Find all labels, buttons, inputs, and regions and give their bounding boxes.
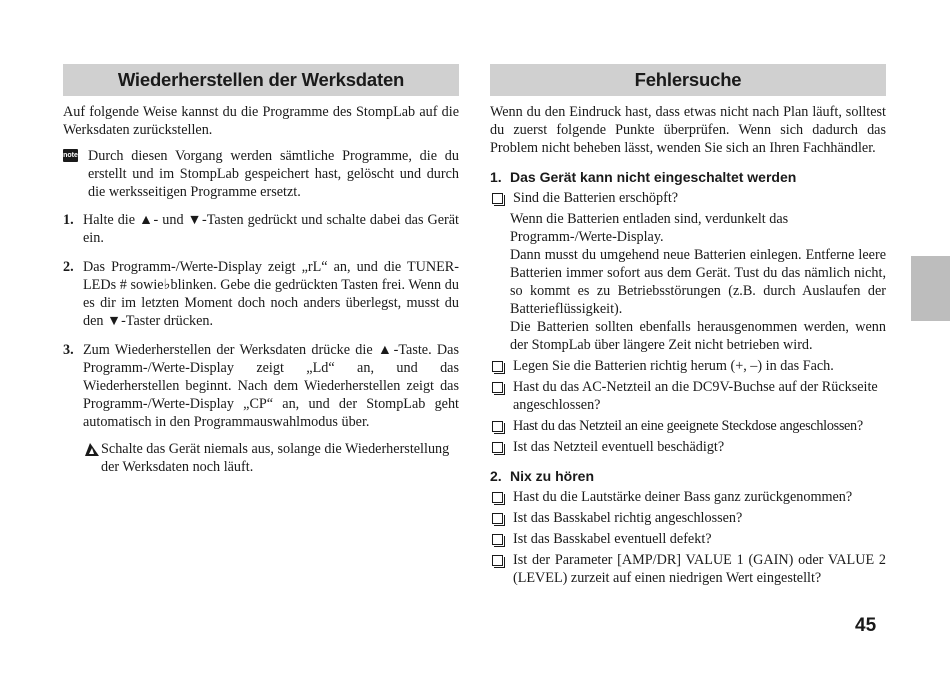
subsection-heading <box>490 467 886 485</box>
checklist-item <box>490 530 886 548</box>
checklist-text: Sind die Batterien erschöpft? <box>513 190 679 206</box>
checklist-text: Hast du die Lautstärke deiner Bass ganz zurückgenommen? <box>513 489 853 505</box>
checkbox-icon <box>492 421 503 432</box>
subsection-title: Das Gerät kann nicht eingeschaltet werden <box>510 169 797 185</box>
checklist-item <box>490 378 886 414</box>
step-number: 2. <box>63 259 74 275</box>
detail-text: Die Batterien sollten ebenfalls herausgenommen werden, wenn der StompLab über längere Zeit nicht betrieben wird. <box>510 319 886 353</box>
page-number: 45 <box>855 615 877 636</box>
page-edge-tab <box>911 256 950 321</box>
note-text: Durch diesen Vorgang werden sämtliche Programme, die du erstellt und im StompLab gespeichert hast, gelöscht und durch die werksseitigen Programme ersetzt. <box>88 148 459 200</box>
steps-list <box>63 211 459 431</box>
checklist-text: Hast du das AC-Netzteil an die DC9V-Buchse auf der Rückseite angeschlossen? <box>513 379 878 413</box>
step-number: 1. <box>63 212 74 228</box>
checkbox-icon <box>492 513 503 524</box>
checklist-item <box>490 509 886 527</box>
checklist-item <box>490 357 886 375</box>
checklist-text: Ist das Basskabel richtig angeschlossen? <box>513 510 743 526</box>
step-text: Zum Wiederherstellen der Werksdaten drücke die ▲-Taste. Das Programm-/Werte-Display zeigt „Ld“ an, und das Wiederherstellen beginnt. Nach dem Wiederherstellen zeigt das Programm-/Werte-Display „CP“ an, und der StompLab geht automatisch in den Programmauswahlmodus über. <box>83 342 459 430</box>
checklist-text: Legen Sie die Batterien richtig herum (+, –) in das Fach. <box>513 358 834 374</box>
checklist-item <box>490 189 886 207</box>
checklist-item <box>490 551 886 587</box>
warning-text: Schalte das Gerät niemals aus, solange die Wiederherstellung der Werksdaten noch läuft. <box>101 441 450 475</box>
subsection-number: 1. <box>490 169 502 185</box>
checkbox-icon <box>492 492 503 503</box>
checkbox-icon <box>492 442 503 453</box>
section-heading-troubleshooting: Fehlersuche <box>490 64 886 96</box>
caution-icon <box>83 442 101 457</box>
checklist-text: Ist das Netzteil eventuell beschädigt? <box>513 439 725 455</box>
step-number: 3. <box>63 342 74 358</box>
subsection-title: Nix zu hören <box>510 468 595 484</box>
checklist-text: Ist der Parameter [AMP/DR] VALUE 1 (GAIN) oder VALUE 2 (LEVEL) zurzeit auf einen niedrigen Wert eingestellt? <box>513 552 886 586</box>
subsection-number: 2. <box>490 468 502 484</box>
section-heading-factory-reset: Wiederherstellen der Werksdaten <box>63 64 459 96</box>
intro-text: Wenn du den Eindruck hast, dass etwas nicht nach Plan läuft, solltest du zuerst folgende Punkte überprüfen. Wenn sich dadurch das Problem nicht beheben lässt, wenden Sie sich an Ihren Fachhändler. <box>490 104 886 156</box>
checkbox-icon <box>492 534 503 545</box>
step-item <box>63 211 459 247</box>
checklist-item <box>490 488 886 506</box>
checkbox-icon <box>492 555 503 566</box>
step-item <box>63 258 459 330</box>
checkbox-icon <box>492 382 503 393</box>
left-column <box>63 64 459 476</box>
subsection-heading <box>490 168 886 186</box>
right-column <box>490 64 886 587</box>
note-icon: note <box>63 149 78 162</box>
step-text: Das Programm-/Werte-Display zeigt „rL“ an, und die TUNER-LEDs # sowie♭blinken. Gebe die gedrückten Tasten frei. Wenn du es dir im letzten Moment doch noch anders überlegst, musst du den ▼-Taster drücken. <box>83 259 459 329</box>
checklist-text: Ist das Basskabel eventuell defekt? <box>513 531 712 547</box>
detail-text: Dann musst du umgehend neue Batterien einlegen. Entferne leere Batterien immer sofort aus dem Gerät. Tust du das nämlich nicht, so kommt es zu Betriebsstörungen (z.B. durch Auslaufen der Batterieflüssigkeit). <box>510 247 886 317</box>
checkbox-icon <box>492 193 503 204</box>
step-text: Halte die ▲- und ▼-Tasten gedrückt und schalte dabei das Gerät ein. <box>83 212 459 246</box>
intro-text: Auf folgende Weise kannst du die Programme des StompLab auf die Werksdaten zurückstellen. <box>63 104 459 138</box>
checklist-item <box>490 417 886 435</box>
checklist-item <box>490 438 886 456</box>
note-block <box>63 147 459 201</box>
checkbox-icon <box>492 361 503 372</box>
checklist-details <box>510 210 886 354</box>
warning-block <box>83 440 459 476</box>
checklist-text: Hast du das Netzteil an eine geeignete Steckdose angeschlossen? <box>513 418 863 434</box>
step-item <box>63 341 459 431</box>
detail-text: Wenn die Batterien entladen sind, verdunkelt das Programm-/Werte-Display. <box>510 211 789 245</box>
